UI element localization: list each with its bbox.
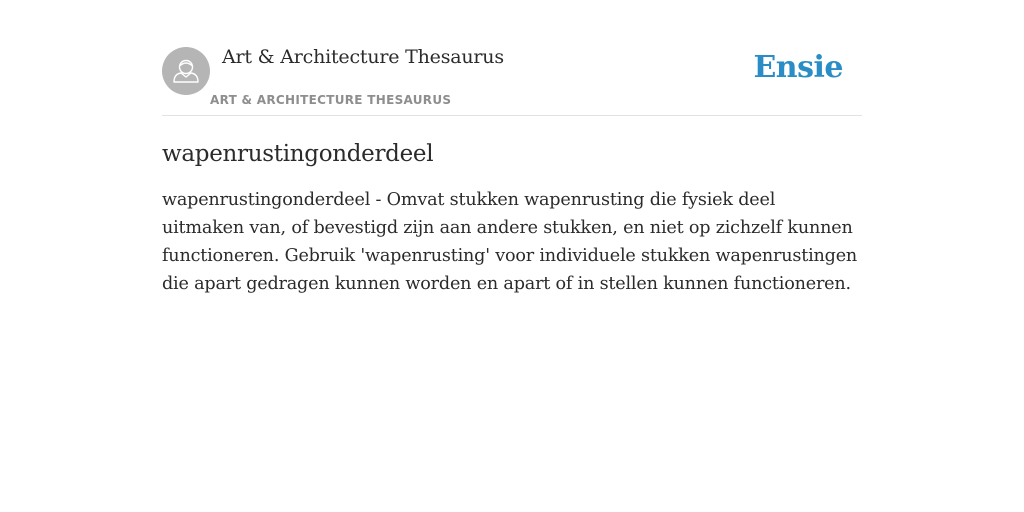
brand-logo[interactable]: Ensie bbox=[753, 50, 843, 85]
user-icon bbox=[162, 47, 210, 95]
article-body: wapenrustingonderdeel - Omvat stukken wapenrusting die fysiek deel uitmaken van, of bevestigd zijn aan andere stukken, en niet op zichzelf kunnen functioneren. Gebruik 'wapenrusting' voor individuele stukken wapenrustingen die apart gedragen kunnen worden en apart of in stellen kunnen functioneren. bbox=[162, 190, 858, 294]
article-title: wapenrustingonderdeel bbox=[162, 141, 434, 167]
avatar[interactable] bbox=[162, 47, 210, 95]
author-name[interactable]: Art & Architecture Thesaurus bbox=[222, 46, 504, 68]
article-card bbox=[162, 46, 862, 298]
author-subtitle: ART & ARCHITECTURE THESAURUS bbox=[210, 93, 452, 107]
article-header bbox=[162, 46, 862, 116]
